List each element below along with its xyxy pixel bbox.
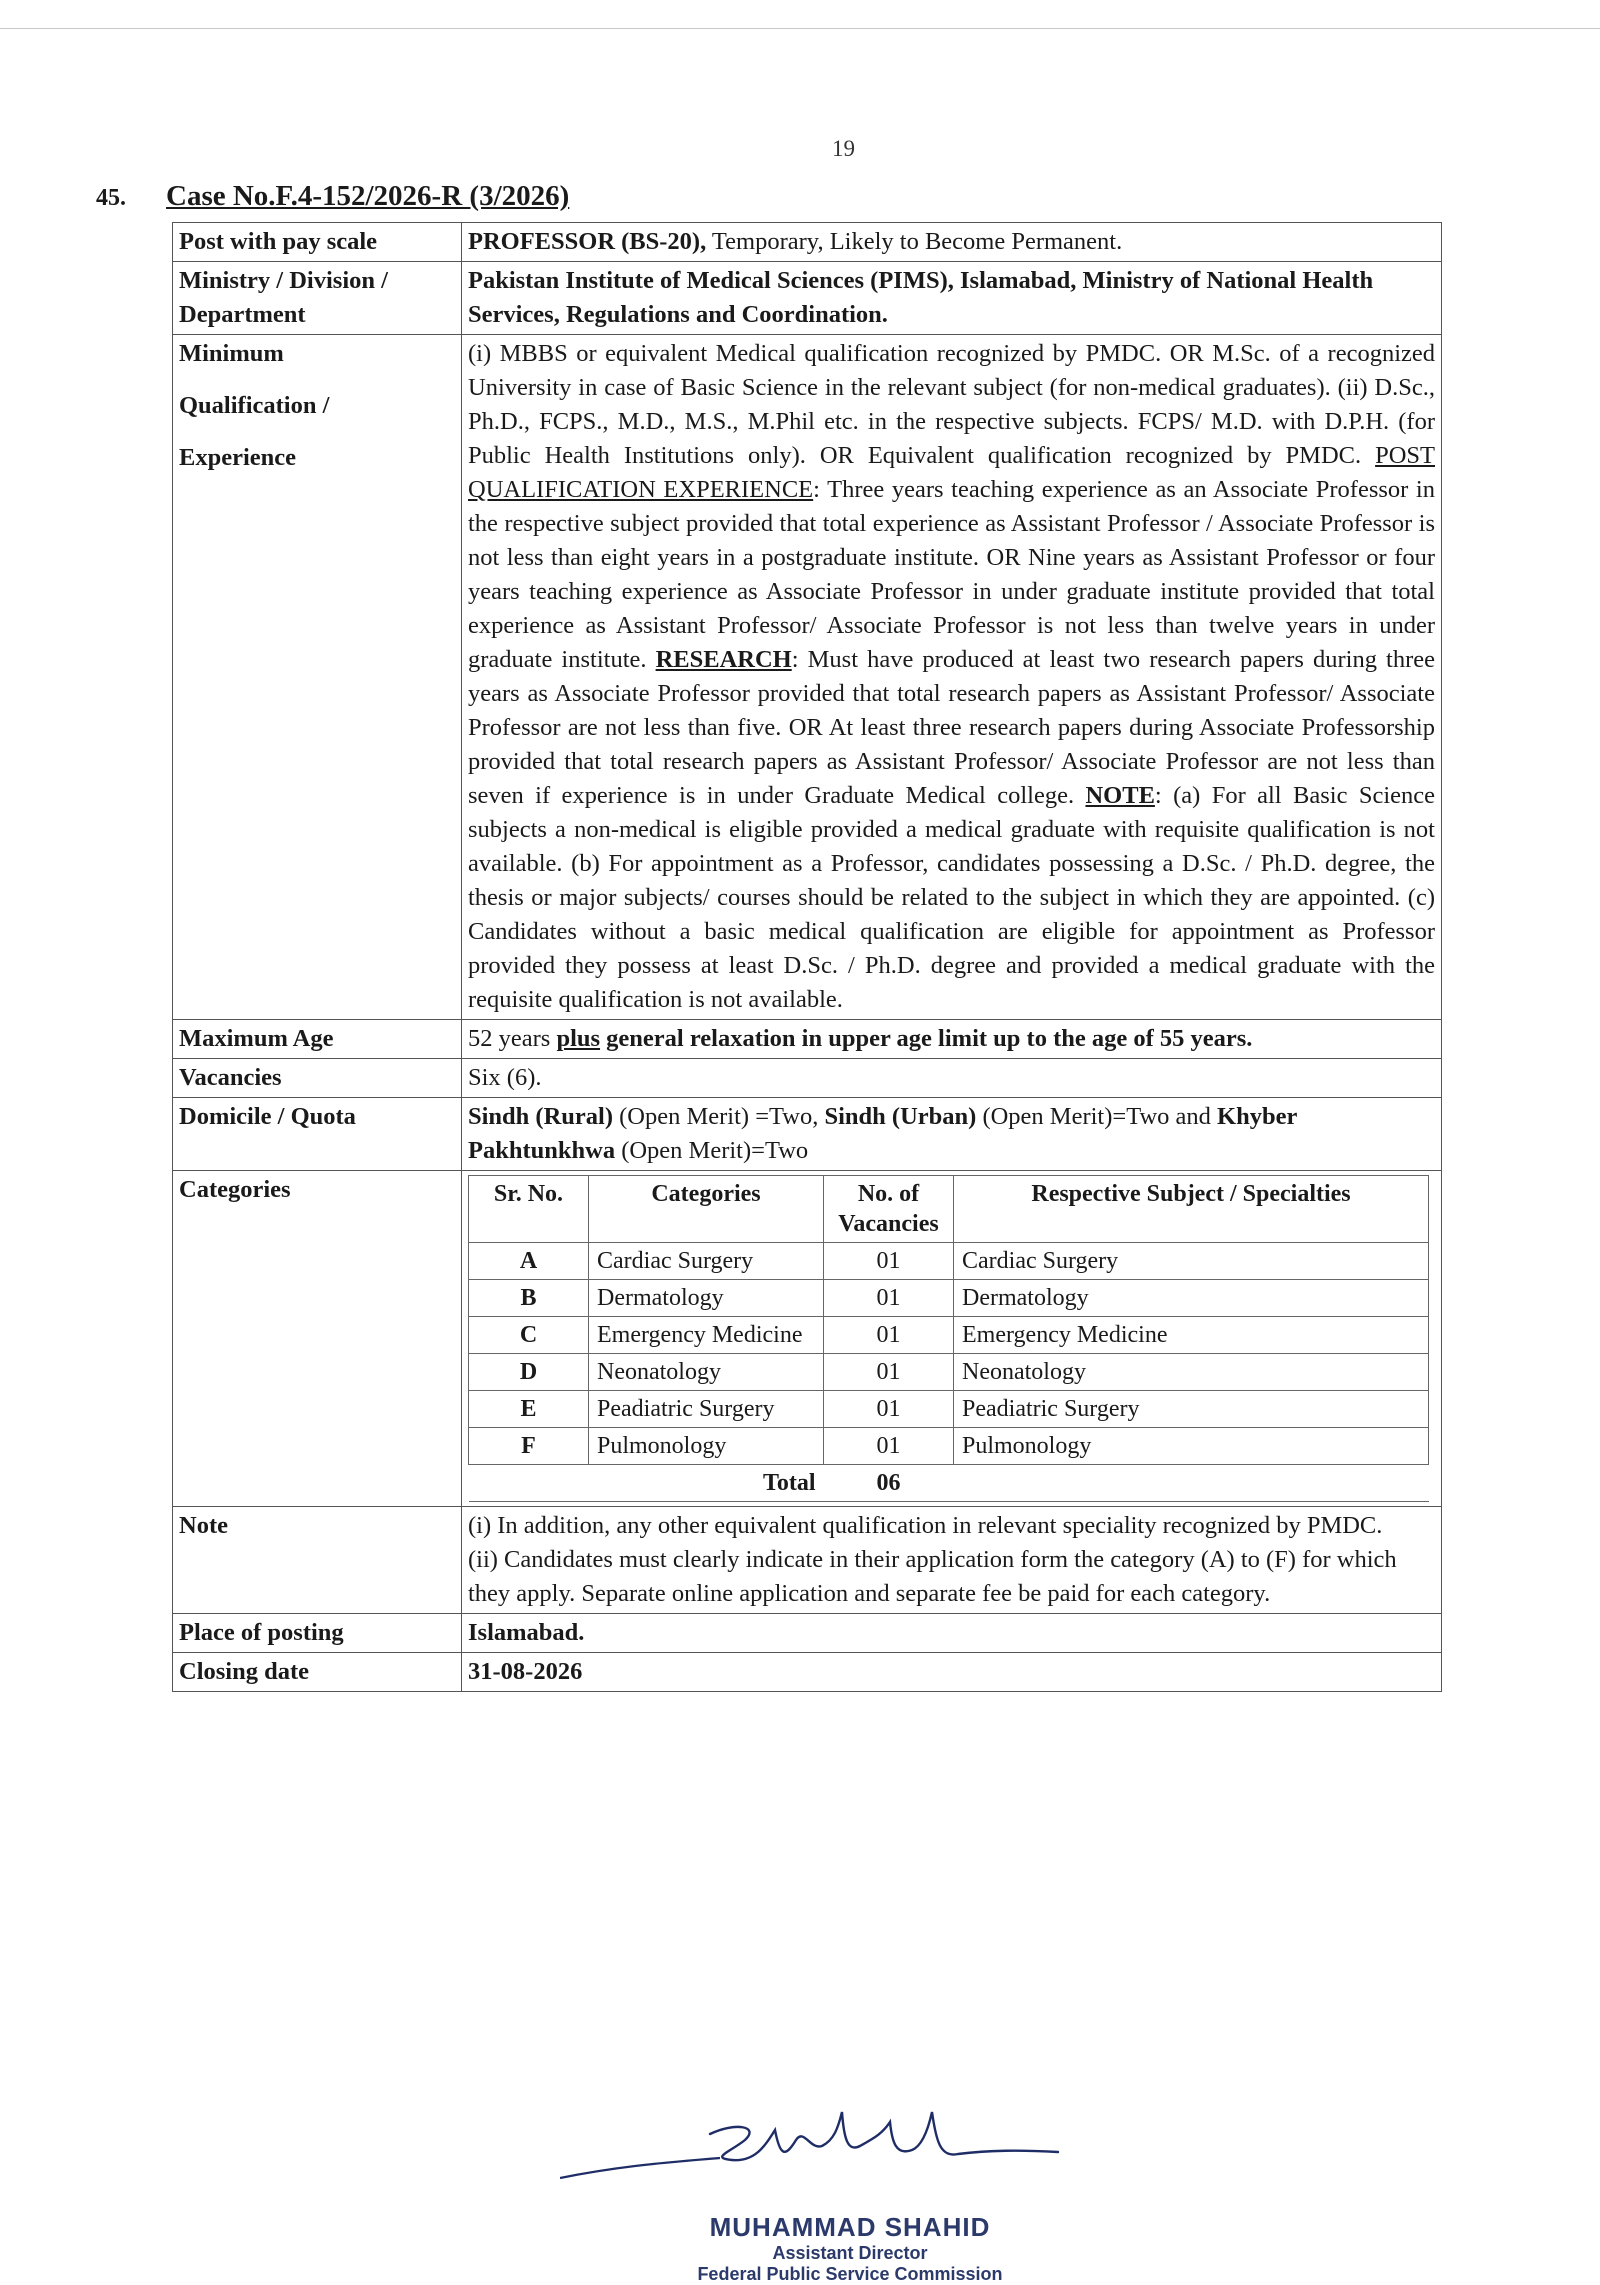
vacancies-label: Vacancies bbox=[173, 1059, 462, 1098]
signature-image bbox=[560, 2100, 1060, 2200]
qualification-label-1: Minimum bbox=[179, 340, 284, 367]
domicile-value bbox=[462, 1098, 1442, 1171]
closing-value: 31-08-2026 bbox=[462, 1653, 1442, 1692]
cell-sr: A bbox=[469, 1243, 589, 1280]
row-domicile bbox=[173, 1098, 1442, 1171]
research-heading: RESEARCH bbox=[655, 646, 792, 673]
advertisement-table bbox=[172, 222, 1442, 1692]
note-text: : (a) For all Basic Science subjects a non-medical is eligible provided a medical graduate with requisite qualification is not available. (b) For appointment as a Professor, candidates possessing a D.Sc. / Ph.D. degree, the thesis or major subjects/ courses should be related to the subject in which they are appointed. (c) Candidates without a basic medical qualification are eligible for appointment as Professor provided they possess at least D.Sc. / Ph.D. degree and provided a medical graduate with the requisite qualification is not available. bbox=[468, 782, 1436, 1013]
table-row bbox=[469, 1243, 1429, 1280]
total-row bbox=[469, 1465, 1429, 1502]
total-spacer bbox=[469, 1465, 589, 1502]
age-relaxation: general relaxation in upper age limit up to the age of 55 years. bbox=[600, 1025, 1253, 1052]
table-row bbox=[469, 1317, 1429, 1354]
row-posting bbox=[173, 1614, 1442, 1653]
note-label: Note bbox=[173, 1507, 462, 1614]
post-value bbox=[462, 223, 1442, 262]
cell-vacancies: 01 bbox=[824, 1391, 954, 1428]
cell-sr: D bbox=[469, 1354, 589, 1391]
header-categories: Categories bbox=[589, 1176, 824, 1243]
closing-label: Closing date bbox=[173, 1653, 462, 1692]
cell-vacancies: 01 bbox=[824, 1243, 954, 1280]
row-note bbox=[173, 1507, 1442, 1614]
categories-label: Categories bbox=[173, 1171, 462, 1507]
categories-header-row bbox=[469, 1176, 1429, 1243]
posting-label: Place of posting bbox=[173, 1614, 462, 1653]
pqe-text: : Three years teaching experience as an Associate Professor in the respective subject provided that total experience as Assistant Professor / Associate Professor is not less than eight years in a postgraduate institute. OR Nine years as Assistant Professor or four years teaching experience as Associate Professor in under graduate institute provided that total experience as Assistant Professor/ Associate Professor is not less than twelve years in under graduate institute. bbox=[468, 476, 1435, 673]
row-age bbox=[173, 1020, 1442, 1059]
row-vacancies bbox=[173, 1059, 1442, 1098]
item-number: 45. bbox=[96, 185, 126, 211]
row-post bbox=[173, 223, 1442, 262]
domicile-sindh-rural: Sindh (Rural) bbox=[468, 1103, 614, 1130]
signatory-designation: Assistant Director bbox=[772, 2243, 928, 2263]
post-title: PROFESSOR (BS-20), bbox=[468, 228, 707, 255]
qualification-label-2: Qualification / bbox=[179, 392, 330, 419]
age-label: Maximum Age bbox=[173, 1020, 462, 1059]
signatory-office: Federal Public Service Commission bbox=[697, 2264, 1003, 2284]
cell-subject: Emergency Medicine bbox=[954, 1317, 1429, 1354]
qualification-label bbox=[173, 335, 462, 1020]
total-spacer-2 bbox=[954, 1465, 1429, 1502]
age-value bbox=[462, 1020, 1442, 1059]
row-qualification bbox=[173, 335, 1442, 1020]
case-heading bbox=[96, 180, 569, 213]
note-line-2: (ii) Candidates must clearly indicate in their application form the category (A) to (F) for which they apply. Separate online application and separate fee be paid for each category. bbox=[468, 1546, 1397, 1607]
row-categories bbox=[173, 1171, 1442, 1507]
cell-category: Pulmonology bbox=[589, 1428, 824, 1465]
domicile-text-1: (Open Merit) =Two, bbox=[613, 1103, 825, 1130]
age-years: 52 years bbox=[468, 1025, 557, 1052]
cell-subject: Neonatology bbox=[954, 1354, 1429, 1391]
cell-subject: Dermatology bbox=[954, 1280, 1429, 1317]
note-heading: NOTE bbox=[1085, 782, 1155, 809]
table-row bbox=[469, 1391, 1429, 1428]
table-row bbox=[469, 1280, 1429, 1317]
cell-category: Peadiatric Surgery bbox=[589, 1391, 824, 1428]
vacancies-value: Six (6). bbox=[462, 1059, 1442, 1098]
categories-value bbox=[462, 1171, 1442, 1507]
cell-subject: Pulmonology bbox=[954, 1428, 1429, 1465]
pqe-heading: POST QUALIFICATION EXPERIENCE bbox=[468, 442, 1435, 503]
domicile-text-2: (Open Merit)=Two and bbox=[976, 1103, 1218, 1130]
total-value: 06 bbox=[824, 1465, 954, 1502]
total-label: Total bbox=[589, 1465, 824, 1502]
cell-vacancies: 01 bbox=[824, 1428, 954, 1465]
row-ministry bbox=[173, 262, 1442, 335]
signatory-block bbox=[0, 2212, 1600, 2285]
categories-table bbox=[468, 1175, 1429, 1502]
ministry-value: Pakistan Institute of Medical Sciences (PIMS), Islamabad, Ministry of National Health Services, Regulations and Coordination. bbox=[462, 262, 1442, 335]
domicile-sindh-urban: Sindh (Urban) bbox=[824, 1103, 977, 1130]
top-rule bbox=[0, 28, 1600, 29]
cell-subject: Peadiatric Surgery bbox=[954, 1391, 1429, 1428]
qualification-text: (i) MBBS or equivalent Medical qualification recognized by PMDC. OR M.Sc. of a recognized University in case of Basic Science in the relevant subject (for non-medical graduates). (ii) D.Sc., Ph.D., FCPS., M.D., M.S., M.Phil etc. in the respective subjects. FCPS/ M.D. with D.P.H. (for Public Health Institutions only). OR Equivalent qualification recognized by PMDC. bbox=[468, 340, 1435, 469]
domicile-kpk: Khyber Pakhtunkhwa bbox=[468, 1103, 1297, 1164]
cell-sr: F bbox=[469, 1428, 589, 1465]
cell-sr: B bbox=[469, 1280, 589, 1317]
cell-category: Emergency Medicine bbox=[589, 1317, 824, 1354]
cell-vacancies: 01 bbox=[824, 1317, 954, 1354]
header-vacancies: No. of Vacancies bbox=[824, 1176, 954, 1243]
cell-sr: C bbox=[469, 1317, 589, 1354]
post-label: Post with pay scale bbox=[173, 223, 462, 262]
ministry-label: Ministry / Division / Department bbox=[173, 262, 462, 335]
cell-sr: E bbox=[469, 1391, 589, 1428]
qualification-value bbox=[462, 335, 1442, 1020]
domicile-text-3: (Open Merit)=Two bbox=[615, 1137, 809, 1164]
age-plus: plus bbox=[556, 1025, 601, 1052]
domicile-label: Domicile / Quota bbox=[173, 1098, 462, 1171]
table-row bbox=[469, 1354, 1429, 1391]
note-line-1: (i) In addition, any other equivalent qualification in relevant speciality recognized by PMDC. bbox=[468, 1512, 1383, 1539]
cell-vacancies: 01 bbox=[824, 1354, 954, 1391]
page-number: 19 bbox=[832, 136, 855, 161]
post-status: Temporary, Likely to Become Permanent. bbox=[706, 228, 1123, 255]
posting-value: Islamabad. bbox=[462, 1614, 1442, 1653]
cell-vacancies: 01 bbox=[824, 1280, 954, 1317]
cell-category: Cardiac Surgery bbox=[589, 1243, 824, 1280]
row-closing bbox=[173, 1653, 1442, 1692]
cell-category: Neonatology bbox=[589, 1354, 824, 1391]
table-row bbox=[469, 1428, 1429, 1465]
header-subject: Respective Subject / Specialties bbox=[954, 1176, 1429, 1243]
research-text: : Must have produced at least two research papers during three years as Associate Professor provided that total research papers as Assistant Professor/ Associate Professor are not less than five. OR At least three research papers during Associate Professorship provided that total research papers as Assistant Professor/ Associate Professor are not less than seven if experience is in under Graduate Medical college. bbox=[468, 646, 1435, 809]
note-value bbox=[462, 1507, 1442, 1614]
qualification-label-3: Experience bbox=[179, 444, 297, 471]
case-number: Case No.F.4-152/2026-R (3/2026) bbox=[166, 180, 570, 212]
cell-category: Dermatology bbox=[589, 1280, 824, 1317]
header-sr-no: Sr. No. bbox=[469, 1176, 589, 1243]
cell-subject: Cardiac Surgery bbox=[954, 1243, 1429, 1280]
signatory-name: MUHAMMAD SHAHID bbox=[709, 2212, 991, 2242]
